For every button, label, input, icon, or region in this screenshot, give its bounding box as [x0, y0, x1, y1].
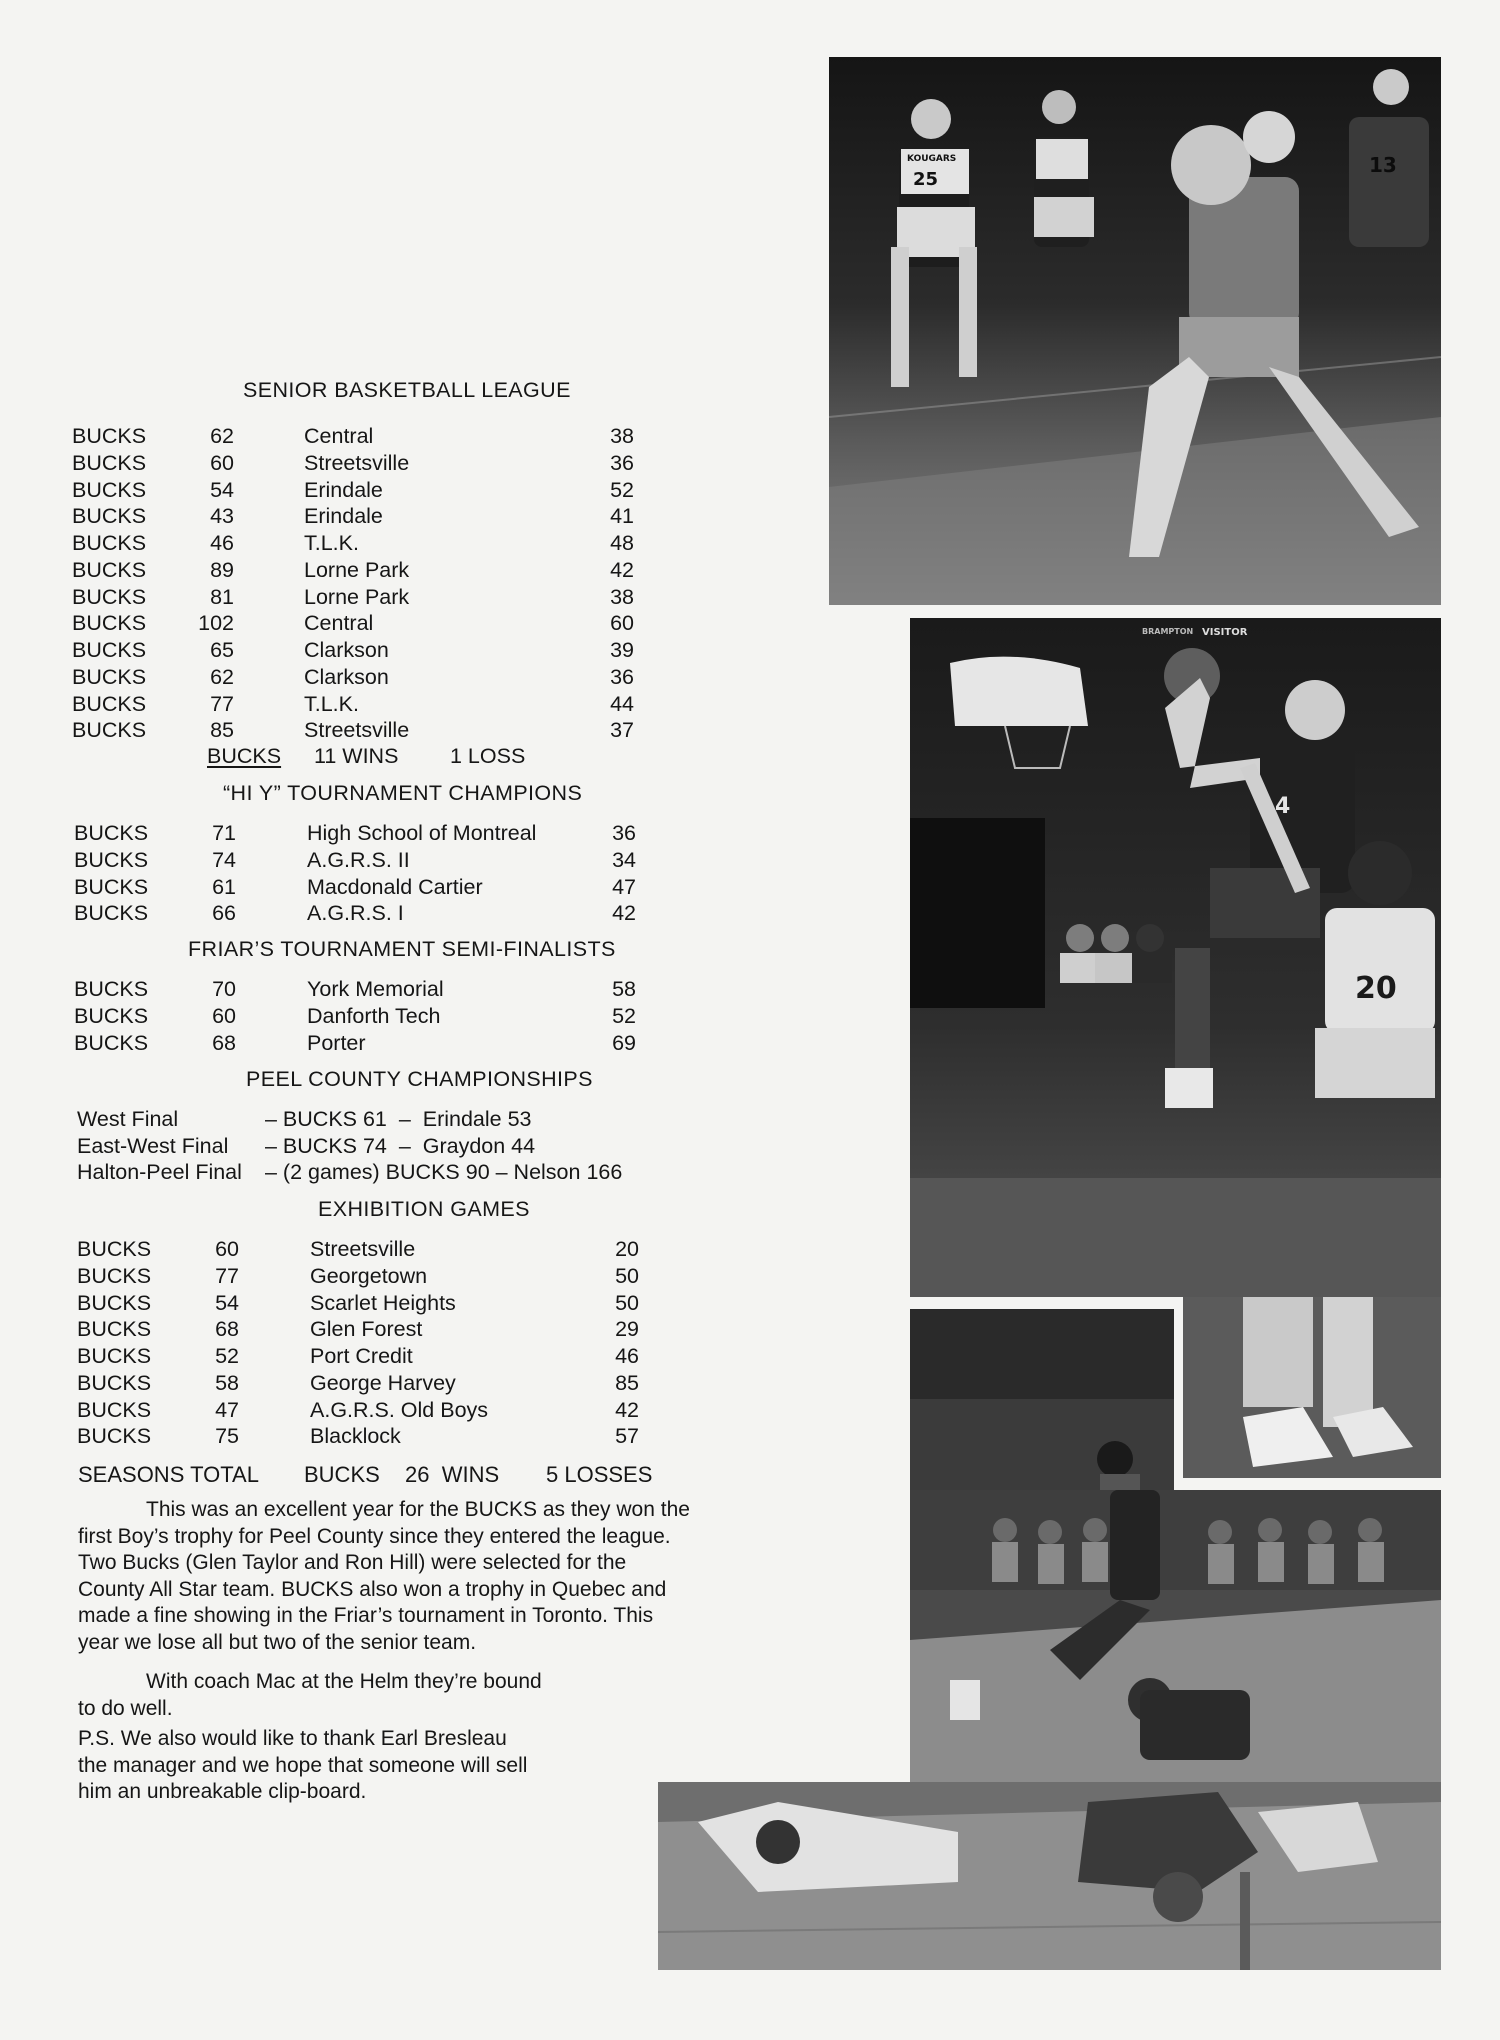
opponent-score: 37 [610, 718, 634, 743]
opponent-name: Glen Forest [310, 1317, 423, 1342]
game-row [74, 976, 714, 1003]
opponent-score: 44 [610, 691, 634, 716]
game-row [74, 847, 714, 874]
paragraph-line: P.S. We also would like to thank Earl Bresleau [78, 1727, 507, 1750]
opponent-score: 39 [610, 638, 634, 662]
summary-team: BUCKS [207, 744, 282, 768]
jersey-number-4: 4 [1275, 794, 1291, 819]
opponent-name: Porter [307, 1030, 366, 1055]
team-score: 52 [215, 1344, 239, 1368]
opponent-score: 50 [615, 1290, 639, 1315]
opponent-score: 36 [610, 664, 634, 689]
team-name: BUCKS [74, 847, 149, 872]
opponent-name: George Harvey [310, 1370, 456, 1395]
opponent-name: T.L.K. [304, 531, 359, 555]
opponent-score: 58 [612, 977, 636, 1001]
section-heading: FRIAR’S TOURNAMENT SEMI-FINALISTS [188, 937, 616, 961]
team-name: BUCKS [74, 1030, 149, 1055]
photo-image [910, 1490, 1441, 1782]
team-name: BUCKS [72, 477, 147, 502]
photo-player-with-ball [829, 57, 1441, 605]
jersey-number-20: 20 [1355, 971, 1397, 1006]
paragraph-line: him an unbreakable clip-board. [78, 1780, 367, 1803]
final-round: West Final [77, 1107, 179, 1131]
paragraph-line: year we lose all but two of the senior team. [78, 1630, 477, 1654]
game-row [74, 900, 714, 927]
final-result: – (2 games) BUCKS 90 – Nelson 166 [265, 1160, 623, 1184]
game-row [77, 1263, 717, 1290]
photo-scramble-top [910, 1309, 1174, 1490]
paragraph-line: Two Bucks (Glen Taylor and Ron Hill) were selected for the [78, 1551, 627, 1574]
team-score: 71 [212, 821, 236, 845]
team-name: BUCKS [74, 821, 149, 845]
team-name: BUCKS [72, 504, 147, 529]
summary-losses: 1 LOSS [450, 744, 526, 768]
photo-jump-shot-extension [1183, 1297, 1441, 1478]
opponent-name: Georgetown [310, 1263, 428, 1288]
team-name: BUCKS [72, 664, 147, 689]
team-score: 74 [212, 847, 236, 872]
final-row [77, 1159, 717, 1186]
team-score: 81 [210, 584, 234, 609]
final-round: Halton-Peel Final [77, 1160, 242, 1184]
game-row [72, 637, 712, 664]
team-name: BUCKS [77, 1317, 152, 1342]
opponent-name: Streetsville [304, 450, 410, 475]
opponent-score: 46 [615, 1344, 639, 1368]
photo-image [910, 1309, 1174, 1490]
team-score: 43 [210, 504, 234, 529]
scoreboard-home-label: BRAMPTON [1142, 627, 1194, 636]
game-row [72, 503, 712, 530]
final-round: East-West Final [77, 1133, 229, 1158]
opponent-name: Lorne Park [304, 584, 410, 609]
opponent-name: Macdonald Cartier [307, 874, 483, 899]
team-score: 54 [210, 477, 234, 502]
team-score: 47 [215, 1397, 239, 1422]
opponent-name: Streetsville [304, 718, 410, 743]
season-total-label: SEASONS TOTAL [78, 1462, 259, 1487]
game-row [72, 691, 712, 718]
opponent-name: High School of Montreal [307, 821, 537, 845]
opponent-score: 34 [612, 847, 636, 872]
team-score: 62 [210, 424, 234, 448]
game-row [77, 1316, 717, 1343]
opponent-name: Clarkson [304, 638, 389, 662]
team-score: 66 [212, 901, 236, 926]
game-row [72, 664, 712, 691]
section-heading: PEEL COUNTY CHAMPIONSHIPS [246, 1067, 593, 1091]
final-row [77, 1133, 717, 1160]
opponent-name: Streetsville [310, 1237, 416, 1261]
paragraph-line: made a fine showing in the Friar’s tournament in Toronto. This [78, 1604, 654, 1627]
photo-image [829, 57, 1441, 605]
opponent-name: A.G.R.S. II [307, 847, 410, 872]
final-result: – BUCKS 61 – Erindale 53 [265, 1107, 532, 1131]
team-name: BUCKS [77, 1397, 152, 1422]
team-name: BUCKS [72, 718, 147, 743]
team-name: BUCKS [72, 638, 147, 662]
jersey-number-13: 13 [1369, 153, 1397, 177]
team-score: 60 [212, 1003, 236, 1028]
game-row [77, 1343, 717, 1370]
game-row [72, 450, 712, 477]
opponent-name: A.G.R.S. I [307, 901, 404, 926]
opponent-score: 52 [612, 1003, 636, 1028]
season-total-team: BUCKS [304, 1462, 380, 1487]
opponent-score: 42 [610, 557, 634, 582]
team-name: BUCKS [72, 450, 147, 475]
opponent-name: York Memorial [307, 977, 444, 1001]
game-row [74, 1003, 714, 1030]
opponent-score: 29 [615, 1317, 639, 1342]
game-row [72, 423, 712, 450]
game-row [72, 530, 712, 557]
team-name: BUCKS [77, 1344, 152, 1368]
team-name: BUCKS [72, 611, 147, 636]
team-name: BUCKS [72, 691, 147, 716]
opponent-name: Lorne Park [304, 557, 410, 582]
final-row [77, 1106, 717, 1133]
opponent-score: 38 [610, 584, 634, 609]
team-name: BUCKS [77, 1290, 152, 1315]
opponent-score: 48 [610, 531, 634, 555]
team-score: 70 [212, 977, 236, 1001]
team-score: 77 [210, 691, 234, 716]
season-total-losses: 5 LOSSES [546, 1462, 653, 1487]
team-name: BUCKS [74, 901, 149, 926]
team-name: BUCKS [74, 874, 149, 899]
paragraph-line: to do well. [78, 1696, 173, 1720]
photo-scramble-middle [910, 1490, 1441, 1782]
opponent-score: 41 [610, 504, 634, 529]
opponent-name: Central [304, 424, 374, 448]
opponent-name: Clarkson [304, 664, 389, 689]
game-row [74, 820, 714, 847]
game-row [72, 610, 712, 637]
opponent-name: Scarlet Heights [310, 1290, 456, 1315]
team-name: BUCKS [72, 531, 147, 555]
photo-image [910, 618, 1441, 1297]
team-score: 46 [210, 531, 234, 555]
team-name: BUCKS [77, 1237, 152, 1261]
opponent-name: Danforth Tech [307, 1003, 441, 1028]
section-heading: “HI Y” TOURNAMENT CHAMPIONS [223, 781, 583, 805]
team-name: BUCKS [74, 1003, 149, 1028]
team-score: 68 [215, 1317, 239, 1342]
photo-jump-shot [910, 618, 1441, 1297]
senior-league-summary [207, 743, 526, 770]
game-row [72, 477, 712, 504]
team-score: 102 [198, 611, 234, 636]
team-score: 75 [215, 1424, 239, 1449]
opponent-name: Blacklock [310, 1424, 401, 1449]
team-score: 58 [215, 1370, 239, 1395]
game-row [72, 717, 712, 744]
team-name: BUCKS [72, 584, 147, 609]
game-row [72, 584, 712, 611]
team-score: 68 [212, 1030, 236, 1055]
paragraph-line: first Boy’s trophy for Peel County since they entered the league. [78, 1524, 671, 1548]
game-row [72, 557, 712, 584]
opponent-score: 36 [610, 450, 634, 475]
opponent-score: 85 [615, 1370, 639, 1395]
team-name: BUCKS [77, 1263, 152, 1288]
game-row [77, 1370, 717, 1397]
team-score: 62 [210, 664, 234, 689]
opponent-score: 36 [612, 821, 636, 845]
opponent-score: 60 [610, 611, 634, 636]
section-heading: EXHIBITION GAMES [318, 1197, 530, 1221]
team-name: BUCKS [72, 424, 147, 448]
team-score: 65 [210, 638, 234, 662]
opponent-name: Central [304, 611, 374, 636]
game-row [74, 874, 714, 901]
opponent-score: 42 [615, 1397, 639, 1422]
opponent-name: Erindale [304, 477, 383, 502]
final-result: – BUCKS 74 – Graydon 44 [265, 1133, 536, 1158]
paragraph-line: County All Star team. BUCKS also won a trophy in Quebec and [78, 1577, 667, 1601]
team-score: 60 [215, 1237, 239, 1261]
photo-image [658, 1782, 1441, 1970]
opponent-name: T.L.K. [304, 691, 359, 716]
team-score: 61 [212, 874, 236, 899]
opponent-score: 57 [615, 1424, 639, 1449]
team-score: 54 [215, 1290, 239, 1315]
opponent-score: 38 [610, 424, 634, 448]
team-name: BUCKS [72, 557, 147, 582]
team-score: 77 [215, 1263, 239, 1288]
scoreboard-visitor-label: VISITOR [1202, 627, 1248, 638]
opponent-score: 42 [612, 901, 636, 926]
team-name: BUCKS [77, 1370, 152, 1395]
opponent-score: 47 [612, 874, 636, 899]
team-score: 60 [210, 450, 234, 475]
season-total [78, 1462, 653, 1489]
jersey-number-25: 25 [913, 169, 939, 190]
opponent-score: 69 [612, 1030, 636, 1055]
opponent-score: 20 [615, 1237, 639, 1261]
summary-wins: 11 WINS [314, 744, 399, 768]
photo-scramble-bottom [658, 1782, 1441, 1970]
game-row [77, 1397, 717, 1424]
paragraph-line: This was an excellent year for the BUCKS as they won the [146, 1498, 690, 1521]
opponent-score: 50 [615, 1263, 639, 1288]
opponent-name: Erindale [304, 504, 383, 529]
team-name: BUCKS [77, 1424, 152, 1449]
photo-image [1183, 1297, 1441, 1478]
paragraph-line: With coach Mac at the Helm they’re bound [146, 1670, 542, 1693]
game-row [77, 1236, 717, 1263]
game-row [77, 1290, 717, 1317]
game-row [74, 1030, 714, 1057]
section-heading: SENIOR BASKETBALL LEAGUE [243, 378, 571, 402]
opponent-name: A.G.R.S. Old Boys [310, 1397, 489, 1422]
team-name: BUCKS [74, 977, 149, 1001]
team-score: 89 [210, 557, 234, 582]
jersey-team-name: KOUGARS [907, 154, 957, 164]
team-score: 85 [210, 718, 234, 743]
opponent-name: Port Credit [310, 1344, 413, 1368]
game-row [77, 1423, 717, 1450]
paragraph-line: the manager and we hope that someone will sell [78, 1753, 528, 1777]
season-total-wins: 26 WINS [405, 1462, 500, 1487]
opponent-score: 52 [610, 477, 634, 502]
